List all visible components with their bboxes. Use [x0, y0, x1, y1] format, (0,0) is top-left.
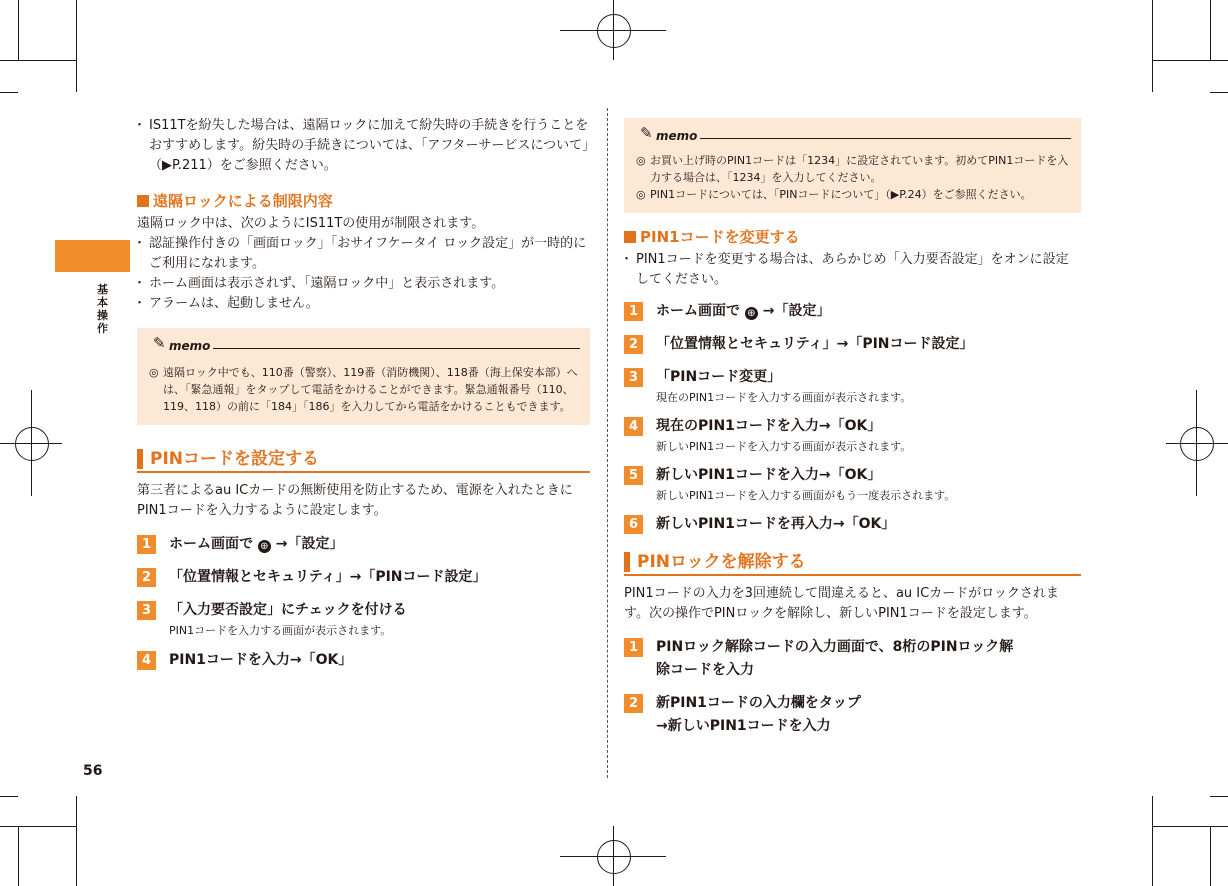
registration-mark: [597, 14, 631, 48]
crop-mark: [76, 796, 77, 886]
crop-mark: [18, 0, 19, 60]
step-number: 2: [624, 335, 643, 354]
step-item: 4 PIN1コードを入力→「OK」: [137, 649, 590, 672]
memo-item: ◎ PIN1コードについては、「PINコードについて」（▶P.24）をご参照ください。: [636, 186, 1071, 203]
section-title: PINコードを設定する: [150, 449, 320, 469]
step-note: 新しいPIN1コードを入力する画面がもう一度表示されます。: [656, 489, 956, 502]
chapter-tab: [55, 240, 130, 272]
step-item: 3 「PINコード変更」 現在のPIN1コードを入力する画面が表示されます。: [624, 366, 1081, 406]
step-number: 4: [137, 651, 156, 670]
app-menu-icon: ⊕: [258, 540, 271, 553]
intro-bullet: ・ IS11Tを紛失した場合は、遠隔ロックに加えて紛失時の手続きを行うことをおすすめします。紛失時の手続きについては、「アフターサービスについて」（▶P.211）をご参照ください。: [137, 116, 590, 176]
memo-item: ◎ お買い上げ時のPIN1コードは「1234」に設定されています。初めてPIN1コードを入力する場合は、「1234」を入力してください。: [636, 152, 1071, 186]
step-number: 3: [137, 601, 156, 620]
step-number: 3: [624, 368, 643, 387]
restrict-bullet: ・ アラームは、起動しません。: [137, 294, 590, 314]
section-unlock-pin: [624, 550, 1081, 576]
memo-item: ◎ 遠隔ロック中でも、110番（警察）、119番（消防機関）、118番（海上保安本部）へは、「緊急通報」をタップして電話をかけることができます。緊急通報番号（110、119、118）の前に「184」「186」を入力してから電話をかけることもできます。: [149, 364, 580, 415]
page-number: 56: [83, 763, 103, 779]
right-column: [624, 118, 1081, 738]
memo-label: memo: [656, 129, 698, 143]
step-item: 5 新しいPIN1コードを入力→「OK」 新しいPIN1コードを入力する画面がもう一度表示されます。: [624, 464, 1081, 504]
section-title: PINロックを解除する: [637, 552, 806, 572]
step-number: 1: [624, 638, 643, 657]
chapter-label: 基本操作: [97, 283, 108, 335]
left-column: [137, 116, 590, 672]
crop-mark: [0, 92, 18, 93]
step-note: 新しいPIN1コードを入力する画面が表示されます。: [656, 440, 912, 453]
column-divider: [607, 108, 608, 778]
step-number: 2: [137, 568, 156, 587]
step-number: 6: [624, 515, 643, 534]
crop-mark: [1152, 60, 1228, 61]
set-pin-text: 第三者によるau ICカードの無断使用を防止するため、電源を入れたときにPIN1コードを入力するように設定します。: [137, 483, 573, 518]
change-bullet: ・ PIN1コードを変更する場合は、あらかじめ「入力要否設定」をオンに設定してください。: [624, 250, 1081, 290]
restrict-text: 遠隔ロック中は、次のようにIS11Tの使用が制限されます。: [137, 216, 485, 231]
unlock-text: PIN1コードの入力を3回連続して間違えると、au ICカードがロックされます。次の操作でPINロックを解除し、新しいPIN1コードを設定します。: [624, 586, 1059, 621]
registration-mark: [1180, 427, 1214, 461]
step-item: 3 「入力要否設定」にチェックを付ける PIN1コードを入力する画面が表示されます。: [137, 599, 590, 639]
step-note: 現在のPIN1コードを入力する画面が表示されます。: [656, 391, 912, 404]
crop-mark: [18, 826, 19, 886]
crop-mark: [1210, 0, 1211, 60]
step-item: 2 「位置情報とセキュリティ」→「PINコード設定」: [137, 566, 590, 589]
restrict-heading: 遠隔ロックによる制限内容: [137, 190, 590, 212]
registration-mark: [597, 840, 631, 874]
crop-mark: [0, 60, 76, 61]
registration-mark: [15, 427, 49, 461]
crop-mark: [76, 0, 77, 92]
restrict-bullet: ・ ホーム画面は表示されず、「遠隔ロック中」と表示されます。: [137, 274, 590, 294]
step-number: 5: [624, 466, 643, 485]
step-item: 1 PINロック解除コードの入力画面で、8桁のPINロック解 除コードを入力: [624, 636, 1081, 682]
memo-label: memo: [169, 339, 211, 353]
crop-mark: [0, 796, 18, 797]
step-item: 2 「位置情報とセキュリティ」→「PINコード設定」: [624, 333, 1081, 356]
pencil-icon: ✎: [153, 334, 166, 352]
crop-mark: [1152, 796, 1153, 886]
app-menu-icon: ⊕: [745, 307, 758, 320]
step-note: PIN1コードを入力する画面が表示されます。: [169, 624, 392, 637]
pencil-icon: ✎: [640, 124, 653, 142]
crop-mark: [0, 826, 76, 827]
restrict-bullet: ・ 認証操作付きの「画面ロック」「おサイフケータイ ロック設定」が一時的にご利用になれます。: [137, 234, 590, 274]
step-item: 6 新しいPIN1コードを再入力→「OK」: [624, 513, 1081, 536]
step-number: 4: [624, 417, 643, 436]
crop-mark: [1152, 826, 1228, 827]
memo-box: [137, 328, 590, 425]
step-item: 1 ホーム画面で ⊕ →「設定」: [137, 533, 590, 556]
crop-mark: [1152, 0, 1153, 92]
change-heading: PIN1コードを変更する: [624, 226, 1081, 248]
step-item: 1 ホーム画面で ⊕ →「設定」: [624, 300, 1081, 323]
crop-mark: [1210, 796, 1228, 797]
crop-mark: [1210, 92, 1228, 93]
step-item: 4 現在のPIN1コードを入力→「OK」 新しいPIN1コードを入力する画面が表示されます。: [624, 415, 1081, 455]
step-number: 1: [624, 302, 643, 321]
step-item: 2 新PIN1コードの入力欄をタップ →新しいPIN1コードを入力: [624, 692, 1081, 738]
step-number: 1: [137, 535, 156, 554]
crop-mark: [1210, 826, 1211, 886]
memo-box: [624, 118, 1081, 213]
step-number: 2: [624, 694, 643, 713]
section-set-pin: [137, 447, 590, 473]
